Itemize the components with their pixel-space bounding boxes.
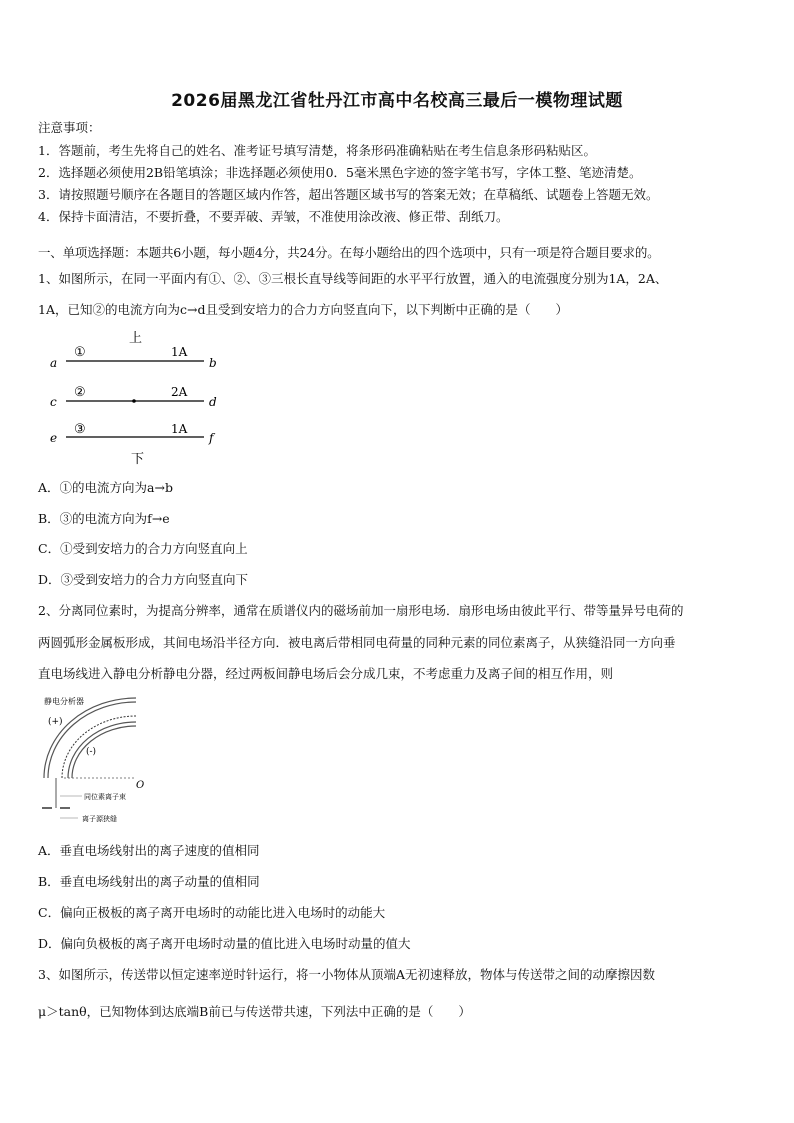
wire-3-left-label: e bbox=[50, 431, 58, 445]
origin-label: O bbox=[136, 780, 145, 791]
q1-stem-line1: 1、如图所示，在同一平面内有①、②、③三根长直导线等间距的水平平行放置，通入的电流强度分别为1A，2A、 bbox=[38, 271, 668, 286]
q2-stem-line1: 2、分离同位素时，为提高分辨率，通常在质谱仪内的磁场前加一扇形电场．扇形电场由彼此平行、带等量异号电荷的 bbox=[38, 603, 684, 618]
q2-stem-line3: 直电场线进入静电分析静电分器，经过两板间静电场后会分成几束，不考虑重力及离子间的相互作用，则 bbox=[38, 666, 614, 681]
q3-stem-line1: 3、如图所示，传送带以恒定速率逆时针运行，将一小物体从顶端A无初速释放，物体与传送带之间的动摩擦因数 bbox=[38, 967, 655, 982]
wire-3-number: ③ bbox=[74, 422, 86, 437]
wire-3-current: 1A bbox=[171, 422, 188, 436]
wire-1-number: ① bbox=[74, 345, 86, 360]
wire-3-right-label: f bbox=[209, 431, 214, 445]
notice-item: 1．答题前，考生先将自己的姓名、准考证号填写清楚，将条形码准确粘贴在考生信息条形码粘贴区。 bbox=[38, 143, 596, 158]
q1-option-a: A．①的电流方向为a→b bbox=[38, 480, 173, 495]
label-up: 上 bbox=[129, 331, 143, 346]
q2-option-d: D．偏向负极板的离子离开电场时动量的值比进入电场时动量的值大 bbox=[38, 936, 411, 951]
page-title: 2026届黑龙江省牡丹江市高中名校高三最后一模物理试题 bbox=[171, 91, 623, 111]
q2-analyzer-figure bbox=[38, 690, 162, 832]
q1-option-c: C．①受到安培力的合力方向竖直向上 bbox=[38, 541, 248, 556]
slit-label: 离子源狭缝 bbox=[82, 815, 117, 823]
notice-item: 3．请按照题号顺序在各题目的答题区域内作答，超出答题区域书写的答案无效；在草稿纸、试题卷上答题无效。 bbox=[38, 187, 659, 202]
q2-stem-line2: 两圆弧形金属板形成，其间电场沿半径方向．被电离后带相同电荷量的同种元素的同位素离子，从狭缝沿同一方向垂 bbox=[38, 635, 676, 650]
inner-plate-1 bbox=[68, 722, 136, 778]
wire-1-current: 1A bbox=[171, 345, 188, 359]
label-down: 下 bbox=[131, 452, 145, 466]
plus-plate-label: (+) bbox=[48, 717, 63, 727]
q3-stem-line2: μ＞tanθ，已知物体到达底端B前已与传送带共速，下列法中正确的是（ ） bbox=[38, 1004, 471, 1019]
wire-2-dot bbox=[132, 399, 136, 403]
q2-option-b: B．垂直电场线射出的离子动量的值相同 bbox=[38, 874, 260, 889]
q2-option-a: A．垂直电场线射出的离子速度的值相同 bbox=[38, 843, 260, 858]
notice-item: 4．保持卡面清洁，不要折叠，不要弄破、弄皱，不准使用涂改液、修正带、刮纸刀。 bbox=[38, 209, 509, 224]
q1-wire-figure bbox=[44, 326, 230, 466]
notice-item: 2．选择题必须使用2B铅笔填涂；非选择题必须使用0．5毫米黑色字迹的签字笔书写，字体工整、笔迹清楚。 bbox=[38, 165, 642, 180]
outer-plate-1 bbox=[44, 698, 136, 778]
q2-option-c: C．偏向正极板的离子离开电场时的动能比进入电场时的动能大 bbox=[38, 905, 386, 920]
notice-heading: 注意事项： bbox=[38, 120, 101, 135]
wire-2-right-label: d bbox=[209, 395, 217, 409]
beam-label: 同位素离子束 bbox=[84, 793, 126, 801]
wire-1-left-label: a bbox=[50, 356, 58, 370]
inner-plate-2 bbox=[72, 726, 136, 778]
wire-1-right-label: b bbox=[209, 356, 217, 370]
wire-2-current: 2A bbox=[171, 385, 188, 399]
wire-2-number: ② bbox=[74, 385, 86, 400]
minus-plate-label: (-) bbox=[86, 747, 97, 757]
q1-option-d: D．③受到安培力的合力方向竖直向下 bbox=[38, 572, 249, 587]
q1-stem-line2: 1A，已知②的电流方向为c→d且受到安培力的合力方向竖直向下，以下判断中正确的是（ ） bbox=[38, 302, 568, 317]
wire-2-left-label: c bbox=[50, 395, 57, 409]
analyzer-label: 静电分析器 bbox=[44, 697, 84, 706]
q1-option-b: B．③的电流方向为f→e bbox=[38, 511, 170, 526]
section-heading: 一、单项选择题：本题共6小题，每小题4分，共24分。在每小题给出的四个选项中，只有一项是符合题目要求的。 bbox=[38, 245, 660, 260]
